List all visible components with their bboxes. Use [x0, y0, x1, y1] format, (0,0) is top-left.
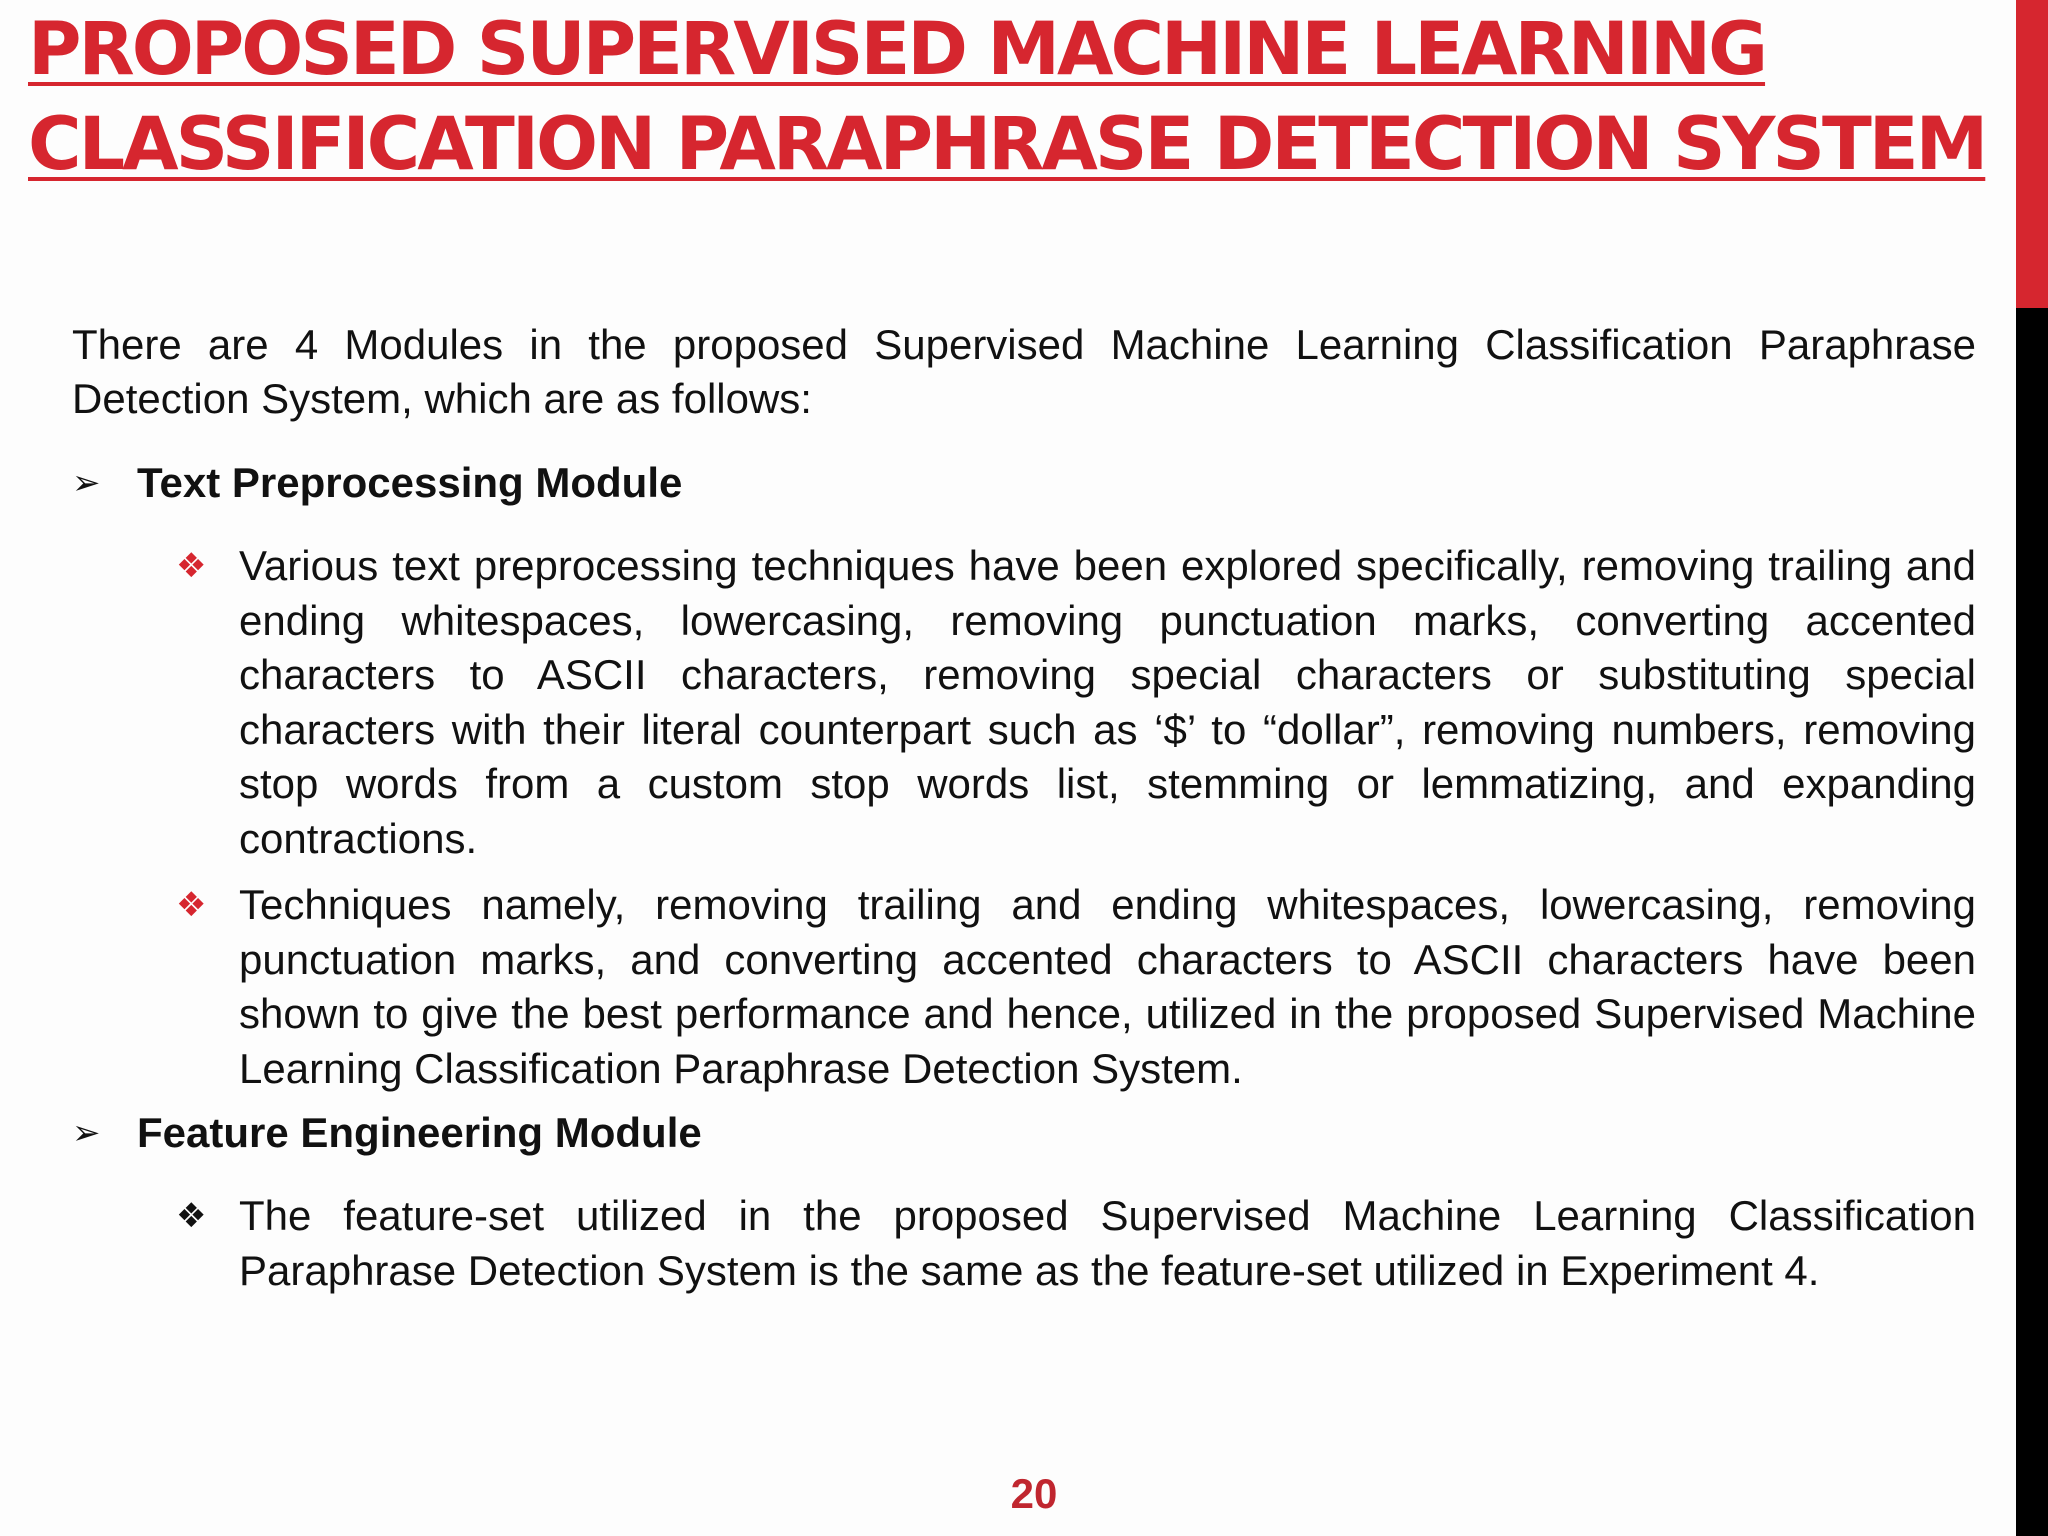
diamond-bullet-icon: ❖ — [176, 546, 207, 586]
bullet-text: The feature-set utilized in the proposed Supervised Machine Learning Classification Paraphrase Detection System is the same as the feature-set utilized in Experiment 4. — [239, 1192, 1976, 1294]
diamond-bullet-icon: ❖ — [176, 1196, 207, 1236]
arrow-bullet-icon: ➢ — [72, 463, 101, 503]
bullet-text: Techniques namely, removing trailing and ending whitespaces, lowercasing, removing punctuation marks, and converting accented characters to ASCII characters have been shown to give the best performance and hence, utilized in the proposed Supervised Machine Learning Classification Paraphrase Detection System. — [239, 881, 1976, 1092]
module-title: Feature Engineering Module — [137, 1109, 702, 1156]
page-number: 20 — [1010, 1470, 1058, 1517]
bullet-text: Various text preprocessing techniques have been explored specifically, removing trailing and ending whitespaces, lowercasing, removing punctuation marks, converting accented characters to ASCII characters, removing special characters or substituting special characters with their literal counterpart such as ‘$’ to “dollar”, removing numbers, removing stop words from a custom stop words list, stemming or lemmatizing, and expanding contractions. — [239, 542, 1976, 862]
module-title: Text Preprocessing Module — [137, 459, 683, 506]
module-heading-text-preprocessing — [72, 456, 1972, 510]
intro-paragraph: There are 4 Modules in the proposed Supervised Machine Learning Classification Paraphrase Detection System, which are as follows: — [72, 321, 1976, 422]
slide-title: PROPOSED SUPERVISED MACHINE LEARNING CLASSIFICATION PARAPHRASE DETECTION SYSTEM — [28, 7, 1986, 187]
diamond-bullet-icon: ❖ — [176, 885, 207, 925]
accent-bar-black — [2016, 308, 2048, 1536]
module-heading-feature-engineering — [72, 1106, 1972, 1160]
accent-bar-red — [2016, 0, 2048, 308]
arrow-bullet-icon: ➢ — [72, 1113, 101, 1153]
